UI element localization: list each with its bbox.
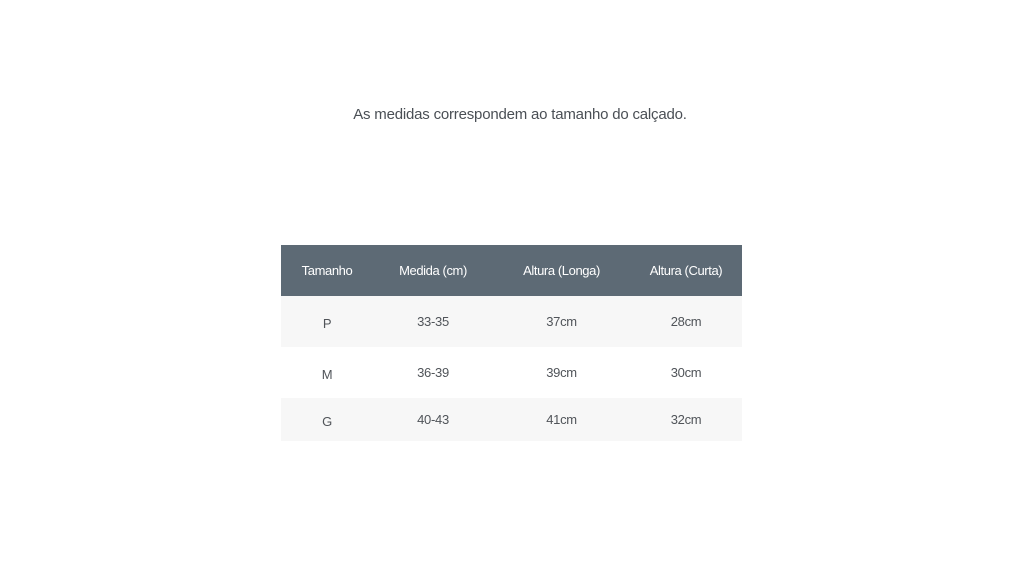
size-chart-header [281, 245, 742, 296]
medida-cell: 33-35 [417, 314, 449, 329]
header-tamanho: Tamanho [301, 263, 353, 278]
altura-curta-cell: 28cm [670, 314, 702, 329]
size-cell: P [322, 316, 332, 331]
size-guide-caption: As medidas correspondem ao tamanho do calçado. [353, 106, 687, 123]
table-row [281, 398, 742, 441]
size-chart-body [281, 296, 742, 441]
header-row [281, 245, 742, 296]
header-altura-longa: Altura (Longa) [523, 263, 600, 278]
header-altura-curta: Altura (Curta) [649, 263, 723, 278]
size-cell: G [322, 414, 332, 429]
size-cell: M [321, 367, 333, 382]
table-row [281, 296, 742, 347]
altura-longa-cell: 41cm [546, 412, 577, 427]
size-chart-table [281, 245, 742, 441]
altura-longa-cell: 39cm [546, 365, 577, 380]
altura-curta-cell: 30cm [670, 365, 702, 380]
medida-cell: 36-39 [417, 365, 449, 380]
altura-longa-cell: 37cm [546, 314, 577, 329]
altura-curta-cell: 32cm [670, 412, 702, 427]
header-medida: Medida (cm) [399, 263, 467, 278]
table-row [281, 347, 742, 398]
medida-cell: 40-43 [417, 412, 449, 427]
